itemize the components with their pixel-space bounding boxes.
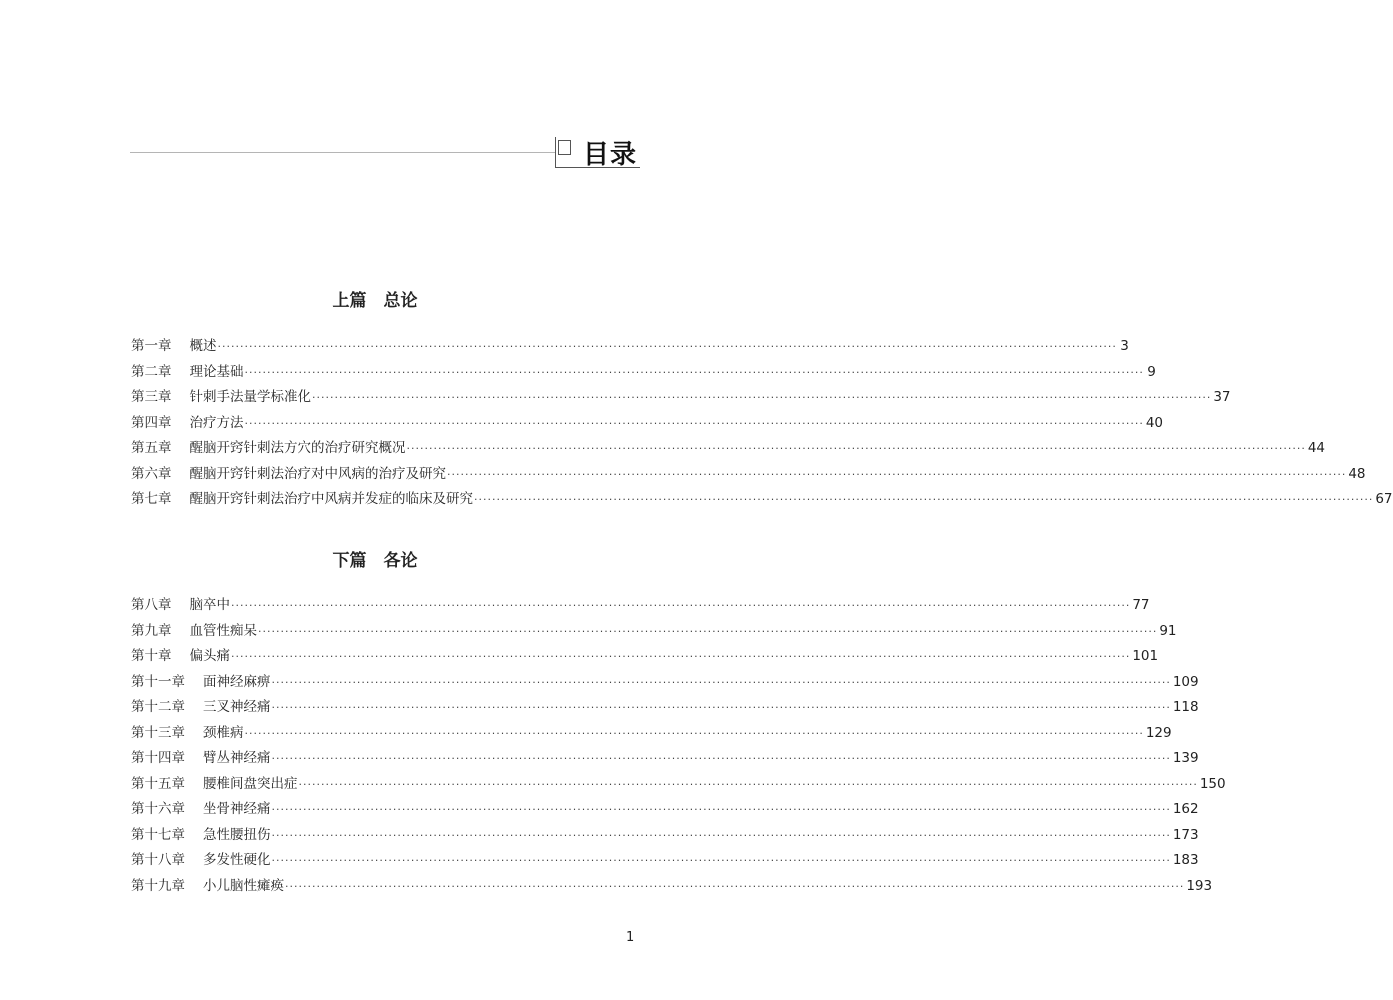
- toc-entry[interactable]: [131, 823, 1199, 849]
- toc-entry[interactable]: [131, 874, 1213, 900]
- page-ref: 183: [1172, 852, 1199, 868]
- page-ref: 193: [1186, 877, 1213, 894]
- page-number: 1: [626, 930, 635, 945]
- toc-entry[interactable]: [131, 746, 1199, 772]
- page-ref: 3: [1120, 338, 1129, 354]
- chapter-number: 第十四章: [131, 750, 185, 766]
- page-ref: 77: [1132, 597, 1150, 613]
- toc-entry[interactable]: [131, 670, 1199, 696]
- chapter-number: 第八章: [131, 597, 172, 613]
- chapter-title: 偏头痛: [189, 648, 230, 664]
- chapter-number: 第十三章: [131, 724, 185, 741]
- chapter-title: 概述: [189, 338, 217, 354]
- header-rule: [130, 152, 555, 153]
- chapter-title: 醒脑开窍针刺法方穴的治疗研究概况: [189, 440, 406, 456]
- dot-leader: ········································································································································································································: [271, 854, 1171, 867]
- toc-entry[interactable]: [131, 593, 1150, 619]
- chapter-title: 醒脑开窍针刺法治疗中风病并发症的临床及研究: [189, 491, 473, 507]
- page-ref: 40: [1145, 414, 1164, 431]
- dot-leader: ········································································································································································································: [271, 701, 1171, 714]
- toc-entry[interactable]: [131, 644, 1159, 670]
- dot-leader: ········································································································································································································: [244, 416, 1144, 430]
- dot-leader: ········································································································································································································: [285, 879, 1185, 893]
- page-ref: 118: [1172, 699, 1199, 715]
- page-title: 目录: [583, 140, 638, 170]
- chapter-number: 第三章: [131, 389, 172, 405]
- dot-leader: ········································································································································································································: [474, 493, 1374, 506]
- chapter-title: 治疗方法: [189, 414, 244, 431]
- chapter-number: 第十章: [131, 648, 172, 664]
- dot-leader: ········································································································································································································: [231, 599, 1131, 612]
- title-square-icon: [558, 140, 571, 155]
- chapter-title: 脑卒中: [189, 597, 230, 613]
- chapter-number: 第六章: [131, 465, 172, 482]
- page-ref: 173: [1172, 826, 1199, 843]
- toc-list-specific: [131, 593, 1226, 899]
- page-ref: 162: [1172, 801, 1199, 817]
- chapter-number: 第七章: [131, 491, 172, 507]
- page-ref: 37: [1213, 389, 1231, 405]
- toc-entry[interactable]: [131, 360, 1156, 386]
- page-ref: 139: [1172, 750, 1199, 766]
- dot-leader: ········································································································································································································: [447, 467, 1347, 481]
- chapter-title: 三叉神经痛: [203, 699, 271, 715]
- chapter-number: 第九章: [131, 622, 172, 639]
- dot-leader: ········································································································································································································: [271, 752, 1171, 765]
- page-ref: 150: [1199, 775, 1226, 792]
- chapter-title: 血管性痴呆: [189, 622, 257, 639]
- chapter-number: 第十八章: [131, 852, 185, 868]
- toc-entry[interactable]: [131, 436, 1326, 462]
- chapter-number: 第十二章: [131, 699, 185, 715]
- chapter-number: 第十七章: [131, 826, 185, 843]
- page-ref: 9: [1147, 363, 1156, 380]
- chapter-title: 腰椎间盘突出症: [203, 775, 298, 792]
- toc-entry[interactable]: [131, 721, 1172, 747]
- chapter-number: 第十五章: [131, 775, 185, 792]
- page-ref: 67: [1375, 491, 1393, 507]
- toc-entry[interactable]: [131, 848, 1199, 874]
- chapter-number: 第十一章: [131, 673, 185, 690]
- dot-leader: ········································································································································································································: [244, 365, 1144, 379]
- toc-entry[interactable]: [131, 411, 1164, 437]
- toc-entry[interactable]: [131, 385, 1231, 411]
- page-ref: 109: [1172, 673, 1199, 690]
- chapter-title: 针刺手法量学标准化: [189, 389, 311, 405]
- toc-entry[interactable]: [131, 797, 1199, 823]
- toc-list-general: [131, 334, 1393, 513]
- page-ref: 129: [1145, 724, 1172, 741]
- dot-leader: ········································································································································································································: [217, 340, 1117, 353]
- chapter-number: 第五章: [131, 440, 172, 456]
- chapter-title: 多发性硬化: [203, 852, 271, 868]
- chapter-number: 第十九章: [131, 877, 185, 894]
- chapter-title: 急性腰扭伤: [203, 826, 271, 843]
- chapter-number: 第四章: [131, 414, 172, 431]
- toc-entry[interactable]: [131, 695, 1199, 721]
- dot-leader: ········································································································································································································: [406, 442, 1306, 455]
- page-ref: 91: [1159, 622, 1177, 639]
- chapter-title: 醒脑开窍针刺法治疗对中风病的治疗及研究: [189, 465, 446, 482]
- chapter-number: 第二章: [131, 363, 172, 380]
- toc-entry[interactable]: [131, 334, 1129, 360]
- chapter-title: 颈椎病: [203, 724, 244, 741]
- chapter-title: 臂丛神经痛: [203, 750, 271, 766]
- dot-leader: ········································································································································································································: [298, 777, 1198, 791]
- dot-leader: ········································································································································································································: [271, 828, 1171, 842]
- toc-entry[interactable]: [131, 619, 1177, 645]
- dot-leader: ········································································································································································································: [231, 650, 1131, 663]
- page-ref: 101: [1132, 648, 1159, 664]
- toc-entry[interactable]: [131, 462, 1366, 488]
- dot-leader: ········································································································································································································: [312, 391, 1212, 404]
- chapter-title: 面神经麻痹: [203, 673, 271, 690]
- dot-leader: ········································································································································································································: [258, 624, 1158, 638]
- page-ref: 44: [1307, 440, 1326, 456]
- section-title-general: 上篇 总论: [332, 291, 418, 311]
- dot-leader: ········································································································································································································: [271, 803, 1171, 816]
- chapter-title: 坐骨神经痛: [203, 801, 271, 817]
- toc-entry[interactable]: [131, 772, 1226, 798]
- toc-entry[interactable]: [131, 487, 1393, 513]
- page-ref: 48: [1348, 465, 1366, 482]
- dot-leader: ········································································································································································································: [244, 726, 1144, 740]
- dot-leader: ········································································································································································································: [271, 675, 1171, 689]
- chapter-title: 理论基础: [189, 363, 244, 380]
- chapter-title: 小儿脑性瘫痪: [203, 877, 284, 894]
- section-title-specific: 下篇 各论: [332, 551, 418, 571]
- chapter-number: 第一章: [131, 338, 172, 354]
- chapter-number: 第十六章: [131, 801, 185, 817]
